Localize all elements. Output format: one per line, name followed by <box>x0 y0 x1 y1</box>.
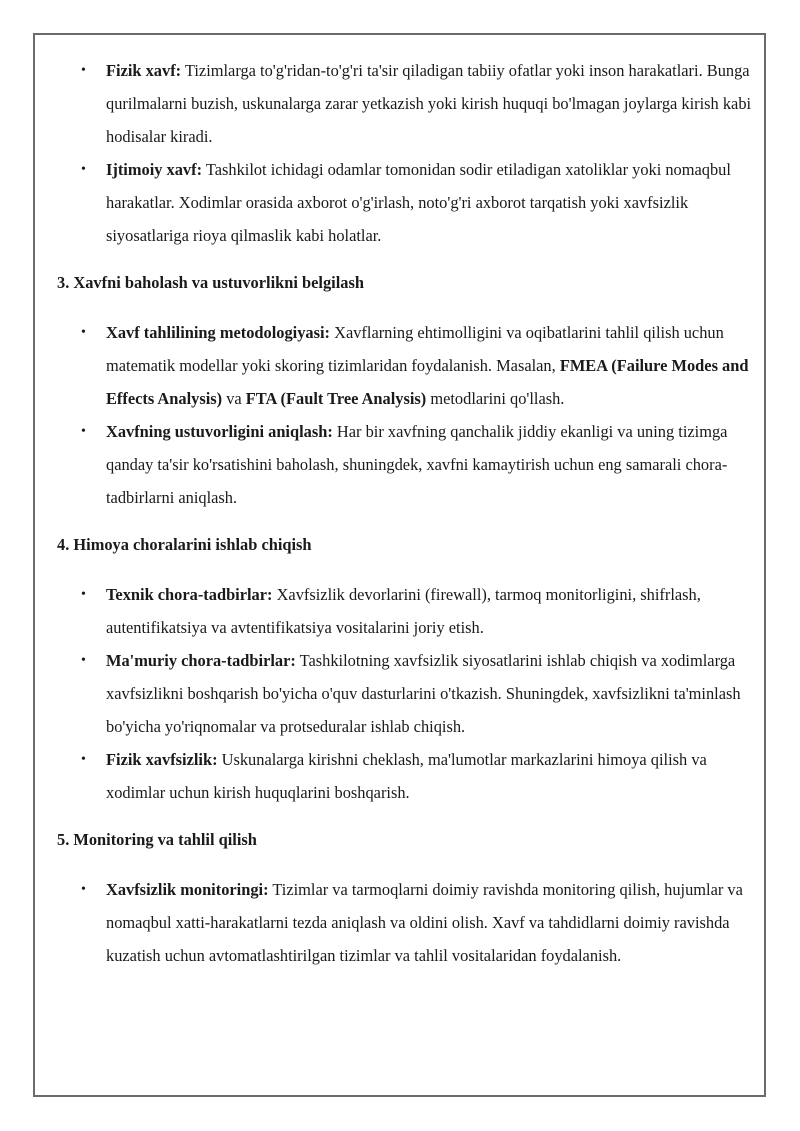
section-heading: 5. Monitoring va tahlil qilish <box>57 830 257 849</box>
list-item-term: Fizik xavfsizlik: <box>106 750 218 769</box>
bullet-icon: • <box>81 424 86 439</box>
list-item-term: Texnik chora-tadbirlar: <box>106 585 273 604</box>
list-item <box>57 54 757 153</box>
bullet-icon: • <box>81 587 86 602</box>
list-item-text: va <box>222 389 246 408</box>
list-item-text: Tizimlarga to'g'ridan-to'g'ri ta'sir qiladigan tabiiy ofatlar yoki inson harakatlari. Bunga qurilmalarni buzish, uskunalarga zarar yetkazish yoki kirish huquqi bo'lmagan joylarga kirish kabi hodisalar kiradi. <box>106 61 752 146</box>
bullet-icon: • <box>81 882 86 897</box>
document-body <box>57 54 757 972</box>
method-name-fta: FTA (Fault Tree Analysis) <box>245 389 427 408</box>
list-item <box>57 578 757 644</box>
list-item-text: Uskunalarga kirishni cheklash, ma'lumotlar markazlarini himoya qilish va xodimlar uchun kirish huquqlarini boshqarish. <box>106 750 707 802</box>
bullet-icon: • <box>81 653 86 668</box>
list-item-text: Tizimlar va tarmoqlarni doimiy ravishda monitoring qilish, hujumlar va nomaqbul xatti-harakatlarni tezda aniqlash va oldini olish. Xavf va tahdidlarni doimiy ravishda kuzatish uchun avtomatlashtirilgan tizimlar va tahlil vositalaridan foydalanish. <box>106 880 743 965</box>
list-item-text: Xavfsizlik devorlarini (firewall), tarmoq monitorligini, shifrlash, autentifikatsiya va avtentifikatsiya vositalarini joriy etish. <box>106 585 701 637</box>
list-item <box>57 415 757 514</box>
list-item-term: Xavfning ustuvorligini aniqlash: <box>106 422 333 441</box>
list-item-term: Ijtimoiy xavf: <box>106 160 203 179</box>
section3-list <box>57 316 757 514</box>
section-heading: 3. Xavfni baholash va ustuvorlikni belgilash <box>57 273 364 292</box>
bullet-icon: • <box>81 752 86 767</box>
list-item <box>57 743 757 809</box>
list-item-text: metodlarini qo'llash. <box>426 389 565 408</box>
list-item <box>57 316 757 415</box>
bullet-icon: • <box>81 63 86 78</box>
section5-list <box>57 873 757 972</box>
bullet-icon: • <box>81 325 86 340</box>
list-item-text: Har bir xavfning qanchalik jiddiy ekanligi va uning tizimga qanday ta'sir ko'rsatishini baholash, shuningdek, xavfni kamaytirish uchun eng samarali chora-tadbirlarni aniqlash. <box>106 422 728 507</box>
list-item-term: Ma'muriy chora-tadbirlar: <box>106 651 296 670</box>
risk-types-list <box>57 54 757 252</box>
list-item-text: Xavflarning ehtimolligini va oqibatlarini tahlil qilish uchun matematik modellar yoki skoring tizimlaridan foydalanish. Masalan, <box>106 323 724 375</box>
list-item-term: Xavfsizlik monitoringi: <box>106 880 269 899</box>
list-item-term: Xavf tahlilining metodologiyasi: <box>106 323 331 342</box>
list-item <box>57 153 757 252</box>
list-item-text: Tashkilot ichidagi odamlar tomonidan sodir etiladigan xatoliklar yoki nomaqbul harakatlar. Xodimlar orasida axborot o'g'irlash, noto'g'ri axborot tarqatish yoki xavfsizlik siyosatlariga rioya qilmaslik kabi holatlar. <box>106 160 731 245</box>
list-item-text: Tashkilotning xavfsizlik siyosatlarini ishlab chiqish va xodimlarga xavfsizlikni boshqarish bo'yicha o'quv dasturlarini o'tkazish. Shuningdek, xavfsizlikni ta'minlash bo'yicha yo'riqnomalar va protseduralar ishlab chiqish. <box>106 651 741 736</box>
method-name-fmea: FMEA (Failure Modes and Effects Analysis) <box>106 356 749 408</box>
list-item-term: Fizik xavf: <box>106 61 182 80</box>
section-heading: 4. Himoya choralarini ishlab chiqish <box>57 535 312 554</box>
list-item <box>57 644 757 743</box>
list-item <box>57 873 757 972</box>
bullet-icon: • <box>81 162 86 177</box>
section4-list <box>57 578 757 809</box>
